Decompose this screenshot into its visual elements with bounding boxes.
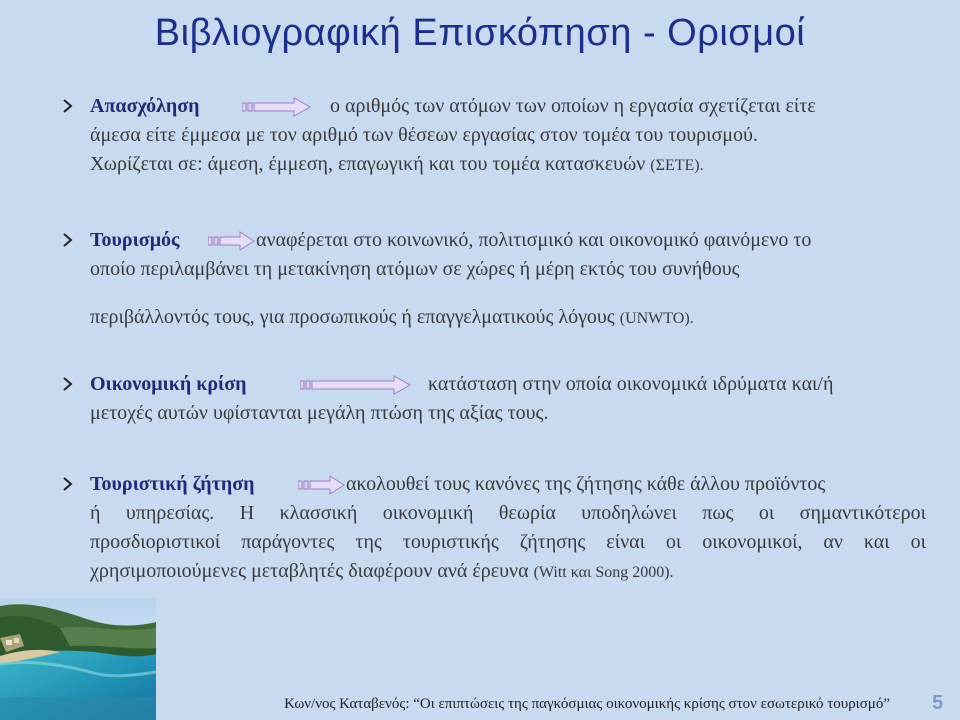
bullet-apasxolisi [90, 92, 926, 180]
definition-text: Χωρίζεται σε: άμεση, έμμεση, επαγωγική και του τομέα κατασκευών [90, 153, 646, 175]
citation: (UNWTO). [619, 310, 694, 327]
bullet-oikonomiki-krisi [90, 370, 926, 428]
definition-line: άμεσα είτε έμμεσα με τον αριθμό των θέσεων εργασίας στον τομέα του τουρισμού. [90, 124, 758, 146]
citation: (Witt και Song 2000). [533, 564, 674, 581]
citation: (ΣΕΤΕ). [650, 157, 704, 174]
definition-text: αναφέρεται στο κοινωνικό, πολιτισμικό και οικονομικό φαινόμενο το [256, 229, 812, 251]
term-label: Τουρισμός [90, 229, 180, 251]
bullet-tourismos [90, 226, 926, 333]
right-arrow-icon [298, 475, 346, 504]
definition-text: κατάσταση στην οποία οικονομικά ιδρύματα και/ή [428, 373, 834, 395]
chevron-arrowhead-icon [58, 97, 80, 115]
definition-line: μετοχές αυτών υφίστανται μεγάλη πτώση της αξίας τους. [90, 402, 549, 424]
definition-text: ακολουθεί τους κανόνες της ζήτησης κάθε άλλου προϊόντος [346, 473, 826, 495]
chevron-arrowhead-icon [58, 375, 80, 393]
definition-line: ή υπηρεσίας. Η κλασσική οικονομική θεωρία υποδηλώνει πως οι σημαντικότεροι [90, 502, 926, 524]
page-number: 5 [932, 692, 944, 714]
bullet-touristiki-zitisi [90, 470, 926, 587]
right-arrow-icon [208, 231, 256, 260]
chevron-arrowhead-icon [58, 475, 80, 493]
definition-line [90, 303, 926, 333]
definition-text: χρησιμοποιούμενες μεταβλητές διαφέρουν ανά έρευνα [90, 560, 529, 582]
definition-text: ο αριθμός των ατόμων των οποίων η εργασία σχετίζεται είτε [330, 95, 816, 117]
term-label: Τουριστική ζήτηση [90, 473, 255, 495]
term-label: Απασχόληση [90, 95, 200, 117]
definition-line: οποίο περιλαμβάνει τη μετακίνηση ατόμων σε χώρες ή μέρη εκτός του συνήθους [90, 258, 740, 280]
term-label: Οικονομική κρίση [90, 373, 247, 395]
definition-line: προσδιοριστικοί παράγοντες της τουριστικής ζήτησης είναι οι οικονομικοί, αν και οι [90, 531, 926, 553]
footer-citation: Κων/νος Καταβενός: “Οι επιπτώσεις της παγκόσμιας οικονομικής κρίσης στον εσωτερικό τουρισμό” [284, 696, 890, 712]
chevron-arrowhead-icon [58, 231, 80, 249]
right-arrow-icon [242, 97, 312, 126]
definition-line [90, 557, 926, 587]
slide-title: Βιβλιογραφική Επισκόπηση - Ορισμοί [154, 12, 806, 54]
definition-line [90, 150, 926, 180]
right-arrow-icon [300, 375, 412, 404]
definition-text: περιβάλλοντός τους, για προσωπικούς ή επαγγελματικούς λόγους [90, 306, 615, 328]
